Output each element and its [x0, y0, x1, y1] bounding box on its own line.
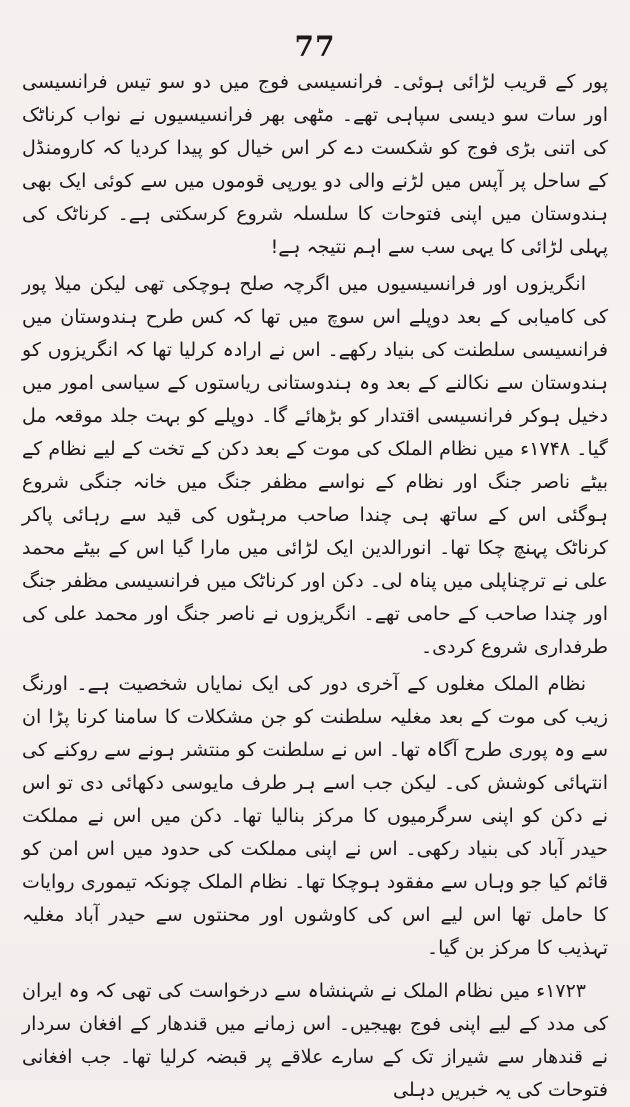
paragraph-1: پور کے قریب لڑائی ہوئی۔ فرانسیسی فوج میں دو سو تیس فرانسیسی اور سات سو دیسی سپاہی تھے۔ مٹھی بھر فرانسیسیوں نے نواب کرناٹک کی اتنی بڑی فوج کو شکست دے کر اس خیال کو پیدا کردیا کہ کارومنڈل کے ساحل پر آپس میں لڑنے والی دو یورپی قوموں میں سے کوئی ایک بھی ہندوستان میں اپنی فتوحات کا سلسلہ شروع کرسکتی ہے۔ کرناٹک کی پہلی لڑائی کا یہی سب سے اہم نتیجہ ہے!: [22, 71, 608, 258]
paragraph-2: انگریزوں اور فرانسیسیوں میں اگرچہ صلح ہوچکی تھی لیکن میلا پور کی کامیابی کے بعد دوپلے اس سوچ میں تھا کہ کس طرح ہندوستان میں فرانسیسی سلطنت کی بنیاد رکھے۔ اس نے ارادہ کرلیا تھا کہ انگریزوں کو ہندوستان سے نکالنے کے بعد وہ ہندوستانی ریاستوں کے سیاسی امور میں دخیل ہوکر فرانسیسی اقتدار کو بڑھائے گا۔ دوپلے کو بہت جلد موقعہ مل گیا۔ ۱۷۴۸ء میں نظام الملک کی موت کے بعد دکن کے تخت کے لیے نظام کے بیٹے ناصر جنگ اور نظام کے نواسے مظفر جنگ میں خانہ جنگی شروع ہوگئی اس کے ساتھ ہی چندا صاحب مرہٹوں کی قید سے رہائی پاکر کرناٹک پہنچ چکا تھا۔ انورالدین ایک لڑائی میں مارا گیا اس کے بیٹے محمد علی نے ترچناپلی میں پناہ لی۔ دکن اور کرناٹک میں فرانسیسی مظفر جنگ اور چندا صاحب کے حامی تھے۔ انگریزوں نے ناصر جنگ اور محمد علی کی طرفداری شروع کردی۔: [22, 273, 608, 658]
paragraph-3: نظام الملک مغلوں کے آخری دور کی ایک نمایاں شخصیت ہے۔ اورنگ زیب کی موت کے بعد مغلیہ سلطنت کو جن مشکلات کا سامنا کرنا پڑا ان سے وہ پوری طرح آگاہ تھا۔ اس نے سلطنت کو منتشر ہونے سے روکنے کی انتہائی کوشش کی۔ لیکن جب اسے ہر طرف مایوسی دکھائی دی تو اس نے دکن کو اپنی سرگرمیوں کا مرکز بنالیا تھا۔ دکن میں اس نے مملکت حیدر آباد کی بنیاد رکھی۔ اس نے اپنی مملکت کی حدود میں اس امن کو قائم کیا جو وہاں سے مفقود ہوچکا تھا۔ نظام الملک چونکہ تیموری روایات کا حامل تھا اس لیے اس کی کاوشوں اور محنتوں سے حیدر آباد مغلیہ تہذیب کا مرکز بن گیا۔: [22, 673, 608, 959]
page-body: [22, 66, 608, 1107]
page-number: 77: [294, 30, 336, 63]
paragraph-4: ۱۷۲۳ء میں نظام الملک نے شہنشاہ سے درخواست کی تھی کہ وہ ایران کی مدد کے لیے اپنی فوج بھیجیں۔ اس زمانے میں قندھار کے افغان سردار نے قندھار سے شیراز تک کے سارے علاقے پر قبضہ کرلیا تھا۔ جب افغانی فتوحات کی یہ خبریں دہلی: [22, 980, 608, 1101]
